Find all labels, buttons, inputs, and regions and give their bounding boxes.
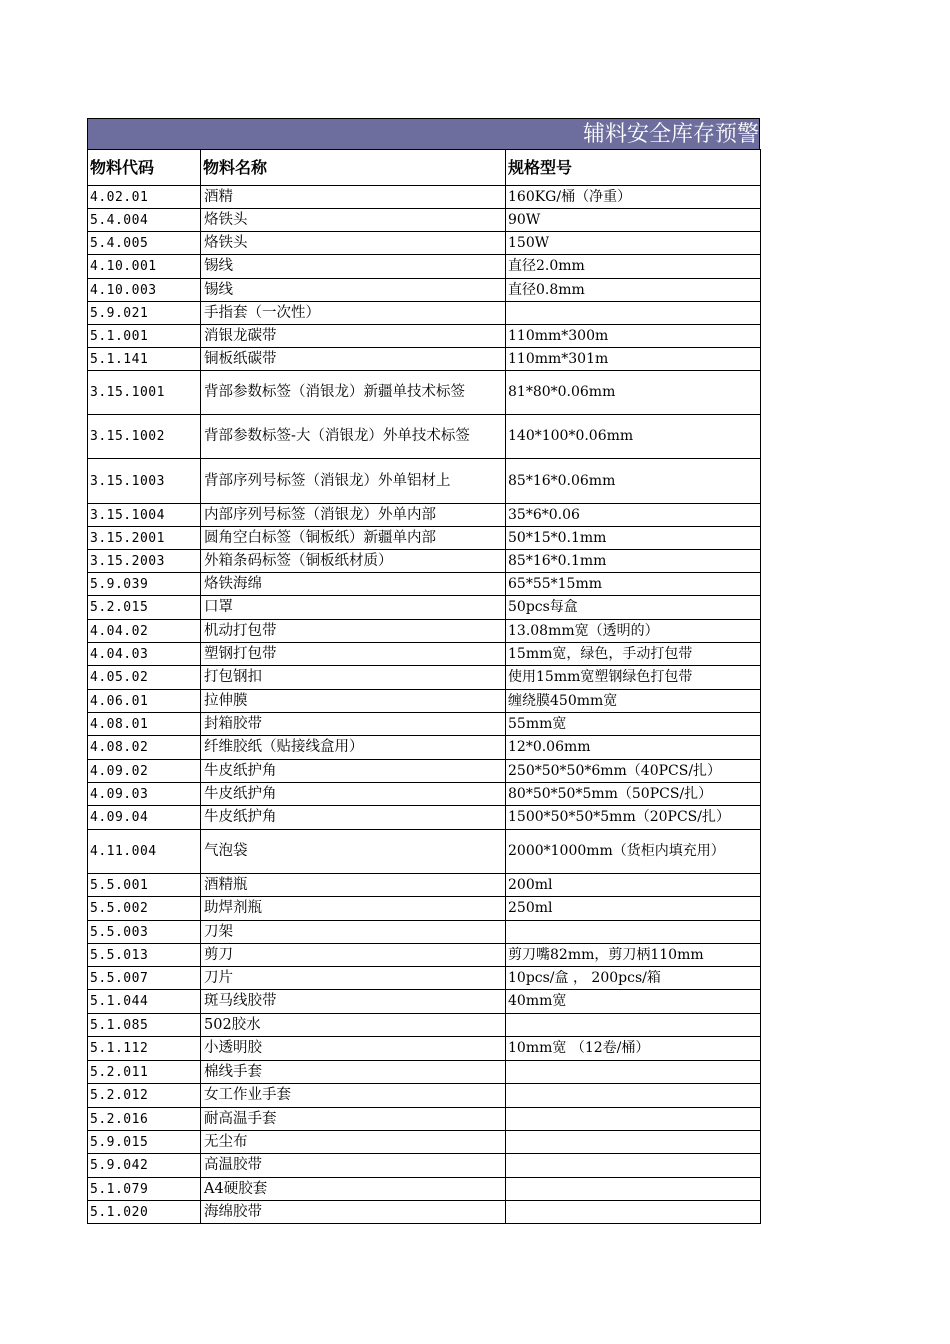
cell-code: 3.15.2003 [88,550,201,573]
cell-spec: 250ml [506,897,761,921]
cell-name: 高温胶带 [201,1154,506,1178]
cell-code: 5.9.042 [88,1154,201,1178]
table-row [88,255,761,279]
cell-code: 4.08.01 [88,713,201,736]
table-row [88,713,761,736]
cell-code: 5.2.011 [88,1061,201,1084]
cell-spec [506,1201,761,1224]
cell-name: 斑马线胶带 [201,990,506,1014]
cell-spec: 50*15*0.1mm [506,527,761,550]
sheet-title: 辅料安全库存预警 [582,122,759,147]
cell-name: 502胶水 [201,1014,506,1037]
cell-spec: 35*6*0.06 [506,504,761,527]
cell-name: 打包钢扣 [201,666,506,690]
cell-spec [506,1178,761,1201]
cell-code: 5.5.013 [88,944,201,967]
cell-code: 4.10.003 [88,279,201,302]
cell-spec: 缠绕膜450mm宽 [506,690,761,713]
cell-name: 剪刀 [201,944,506,967]
cell-spec [506,1084,761,1108]
cell-spec [506,1108,761,1131]
cell-spec: 250*50*50*6mm（40PCS/扎） [506,760,761,783]
cell-code: 4.09.03 [88,783,201,806]
table-row [88,504,761,527]
cell-name: 消银龙碳带 [201,325,506,348]
cell-spec: 1500*50*50*5mm（20PCS/扎） [506,806,761,830]
cell-code: 3.15.1002 [88,415,201,459]
cell-spec: 2000*1000mm（货柜内填充用） [506,830,761,874]
table-row [88,921,761,944]
table-row [88,573,761,596]
cell-spec [506,1131,761,1154]
cell-code: 5.9.021 [88,302,201,325]
cell-spec: 10mm宽 （12卷/桶） [506,1037,761,1061]
cell-name: 背部序列号标签（消银龙）外单铝材上 [201,459,506,504]
table-row [88,1201,761,1224]
cell-name: 气泡袋 [201,830,506,874]
cell-name: 封箱胶带 [201,713,506,736]
cell-name: 女工作业手套 [201,1084,506,1108]
cell-code: 4.09.04 [88,806,201,830]
cell-spec: 200ml [506,874,761,897]
cell-name: 内部序列号标签（消银龙）外单内部 [201,504,506,527]
table-row [88,1061,761,1084]
cell-name: 烙铁头 [201,209,506,232]
cell-name: 无尘布 [201,1131,506,1154]
table-row [88,874,761,897]
cell-spec: 55mm宽 [506,713,761,736]
cell-name: 烙铁头 [201,232,506,255]
table-body [88,186,761,1224]
table-row [88,302,761,325]
cell-code: 5.2.015 [88,596,201,620]
cell-spec: 90W [506,209,761,232]
cell-name: 海绵胶带 [201,1201,506,1224]
cell-code: 4.02.01 [88,186,201,209]
cell-code: 3.15.1004 [88,504,201,527]
cell-spec [506,921,761,944]
cell-name: 塑钢打包带 [201,643,506,666]
cell-code: 3.15.2001 [88,527,201,550]
cell-spec: 110mm*301m [506,348,761,371]
cell-spec [506,302,761,325]
table-row [88,550,761,573]
cell-name: 口罩 [201,596,506,620]
cell-name: 刀片 [201,967,506,990]
cell-code: 3.15.1001 [88,371,201,415]
table-row [88,415,761,459]
header-spec: 规格型号 [506,150,761,186]
cell-spec: 50pcs每盒 [506,596,761,620]
cell-spec: 直径2.0mm [506,255,761,279]
cell-name: 耐高温手套 [201,1108,506,1131]
table-row [88,944,761,967]
cell-code: 5.9.039 [88,573,201,596]
table-row [88,1108,761,1131]
cell-name: 烙铁海绵 [201,573,506,596]
table-row [88,1178,761,1201]
cell-code: 5.4.004 [88,209,201,232]
cell-name: 机动打包带 [201,620,506,643]
cell-spec: 85*16*0.06mm [506,459,761,504]
table-row [88,1131,761,1154]
table-row [88,620,761,643]
table-row [88,783,761,806]
table-row [88,1014,761,1037]
table-row [88,643,761,666]
table-row [88,760,761,783]
cell-code: 4.08.02 [88,736,201,760]
cell-spec: 85*16*0.1mm [506,550,761,573]
cell-name: 酒精瓶 [201,874,506,897]
cell-code: 5.2.016 [88,1108,201,1131]
cell-spec: 15mm宽，绿色，手动打包带 [506,643,761,666]
table-row [88,232,761,255]
cell-name: 牛皮纸护角 [201,783,506,806]
cell-code: 4.09.02 [88,760,201,783]
cell-code: 5.1.141 [88,348,201,371]
cell-spec: 12*0.06mm [506,736,761,760]
cell-name: 纤维胶纸（贴接线盒用） [201,736,506,760]
cell-spec [506,1154,761,1178]
cell-code: 4.10.001 [88,255,201,279]
cell-name: 背部参数标签-大（消银龙）外单技术标签 [201,415,506,459]
table-row [88,209,761,232]
table-row [88,279,761,302]
cell-name: 助焊剂瓶 [201,897,506,921]
cell-spec: 160KG/桶（净重） [506,186,761,209]
cell-name: 手指套（一次性） [201,302,506,325]
cell-code: 5.1.044 [88,990,201,1014]
cell-spec: 直径0.8mm [506,279,761,302]
cell-code: 5.4.005 [88,232,201,255]
table-row [88,1154,761,1178]
cell-spec: 13.08mm宽（透明的） [506,620,761,643]
cell-code: 4.05.02 [88,666,201,690]
cell-spec: 40mm宽 [506,990,761,1014]
cell-spec: 140*100*0.06mm [506,415,761,459]
table-row [88,897,761,921]
cell-spec: 65*55*15mm [506,573,761,596]
table-row [88,596,761,620]
table-row [88,186,761,209]
cell-spec: 剪刀嘴82mm，剪刀柄110mm [506,944,761,967]
cell-name: 锡线 [201,255,506,279]
cell-name: 牛皮纸护角 [201,806,506,830]
cell-spec: 使用15mm宽塑钢绿色打包带 [506,666,761,690]
cell-code: 4.04.03 [88,643,201,666]
cell-code: 5.9.015 [88,1131,201,1154]
table-row [88,527,761,550]
table-row [88,1037,761,1061]
cell-spec [506,1014,761,1037]
cell-code: 5.5.007 [88,967,201,990]
cell-code: 4.11.004 [88,830,201,874]
table-row [88,990,761,1014]
cell-name: 酒精 [201,186,506,209]
cell-spec: 81*80*0.06mm [506,371,761,415]
cell-code: 5.5.002 [88,897,201,921]
cell-name: 棉线手套 [201,1061,506,1084]
cell-spec [506,1061,761,1084]
table-row [88,666,761,690]
cell-code: 4.06.01 [88,690,201,713]
table-row [88,830,761,874]
table-row [88,690,761,713]
cell-code: 5.2.012 [88,1084,201,1108]
cell-code: 5.1.079 [88,1178,201,1201]
cell-spec: 80*50*50*5mm（50PCS/扎） [506,783,761,806]
cell-code: 5.1.020 [88,1201,201,1224]
table-row [88,1084,761,1108]
cell-spec: 10pcs/盒 ， 200pcs/箱 [506,967,761,990]
cell-name: 锡线 [201,279,506,302]
cell-code: 5.1.112 [88,1037,201,1061]
cell-code: 5.5.001 [88,874,201,897]
cell-name: A4硬胶套 [201,1178,506,1201]
table-row [88,325,761,348]
inventory-sheet [87,118,760,1224]
header-code: 物料代码 [88,150,201,186]
cell-name: 背部参数标签（消银龙）新疆单技术标签 [201,371,506,415]
cell-code: 3.15.1003 [88,459,201,504]
cell-spec: 150W [506,232,761,255]
inventory-table [87,149,761,1224]
cell-name: 圆角空白标签（铜板纸）新疆单内部 [201,527,506,550]
cell-name: 拉伸膜 [201,690,506,713]
table-row [88,459,761,504]
cell-code: 5.1.085 [88,1014,201,1037]
table-row [88,806,761,830]
table-row [88,967,761,990]
cell-name: 牛皮纸护角 [201,760,506,783]
title-banner [87,118,760,149]
cell-name: 刀架 [201,921,506,944]
table-row [88,736,761,760]
cell-code: 5.5.003 [88,921,201,944]
table-row [88,348,761,371]
header-row [88,150,761,186]
table-row [88,371,761,415]
cell-code: 4.04.02 [88,620,201,643]
cell-spec: 110mm*300m [506,325,761,348]
cell-name: 铜板纸碳带 [201,348,506,371]
cell-name: 小透明胶 [201,1037,506,1061]
cell-name: 外箱条码标签（铜板纸材质） [201,550,506,573]
cell-code: 5.1.001 [88,325,201,348]
header-name: 物料名称 [201,150,506,186]
